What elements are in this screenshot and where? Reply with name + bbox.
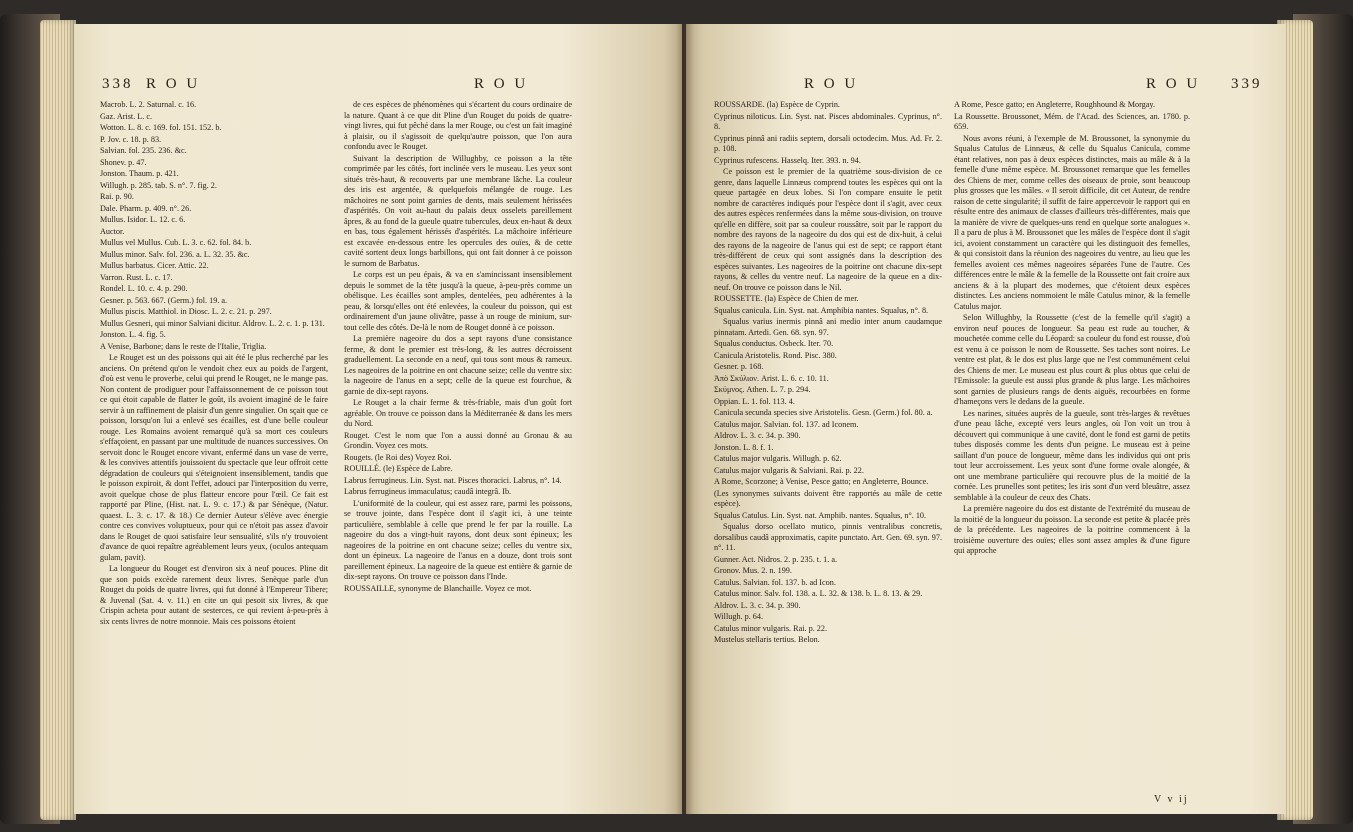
text-paragraph: de ces espèces de phénomènes qui s'écartent du cours ordinaire de la nature. Quant à ce que dit Pline d'un Rouget du poids de quatre-vingt livres, qui fut pêché dans la mer Rouge, ou c'est un fait imaginé à plaisir, ou il s'agissoit de quelqu'autre poisson, que l'on aura confondu avec le Rouget. (344, 100, 572, 151)
text-paragraph: Dale. Pharm. p. 409. n°. 26. (100, 203, 192, 213)
text-paragraph: Gunner. Act. Nidros. 2. p. 235. t. 1. a. (714, 554, 838, 564)
text-paragraph: Mustelus stellaris tertius. Belon. (714, 635, 820, 644)
signature-mark: V v ij (1154, 794, 1189, 805)
text-paragraph: Mullus barbatus. Cicer. Attic. 22. (100, 261, 209, 270)
text-paragraph: Jonston. L. 4. fig. 5. (100, 330, 166, 339)
text-paragraph: Willugh. p. 285. tab. S. n°. 7. fig. 2. (100, 180, 217, 190)
text-paragraph: A Rome, Pesce gatto; en Angleterre, Roughhound & Morgay. (954, 100, 1156, 109)
text-paragraph: Squalus varius inermis pinnâ ani medio inter anum caudamque pinnatam. Artedi. Gen. 68. syn. 97. (714, 317, 942, 337)
text-paragraph: Rougets. (le Roi des) Voyez Roi. (344, 452, 452, 462)
text-paragraph: Mullus vel Mullus. Cub. L. 3. c. 62. fol. 84. b. (100, 238, 252, 247)
text-paragraph: La Roussette. Broussonet, Mém. de l'Acad. des Sciences, an. 1780. p. 659. (954, 111, 1190, 131)
text-paragraph: Suivant la description de Willughby, ce poisson a la tête comprimée par les côtés, fort inclinée vers le museau. Les yeux sont situés très-haut, & recouverts par une membrane lâche. La couleur des iris est argentée, & quelquefois mélangée de rouge. Les mâchoires ne sont point garnies de dents, mais seulement hérissées d'aspérités. On voit au-haut du palais deux osselets pareillement âpres, & au fond de la gueule quatre tubercules, deux en-haut & deux en bas, tous également hérissés d'aspérités. La mâchoire inférieure est excavée en-dessous entre les opercules des ouïes, & de cette cavité sortent deux longs barbillons, qui ont fait donner à ce poisson le surnom de Barbatus. (344, 153, 572, 268)
text-paragraph: Squalus conductus. Osbeck. Iter. 70. (714, 339, 834, 348)
text-paragraph: Rouget. C'est le nom que l'on a aussi donné au Gronau & au Grondin. Voyez ces mots. (344, 430, 572, 450)
text-paragraph: (Les synonymes suivants doivent être rapportés au mâle de cette espèce). (714, 488, 942, 508)
text-paragraph: ROUSSETTE. (la) Espèce de Chien de mer. (714, 294, 859, 303)
left-running-head-left: R O U (146, 76, 201, 92)
text-paragraph: Catulus minor vulgaris. Rai. p. 22. (714, 623, 828, 633)
text-paragraph: Squalus dorso ocellato mutico, pinnis ventralibus concretis, dorsalibus caudâ approximatis, capite punctato. Art. Gen. 69. syn. 97. n°. 11. (714, 522, 942, 552)
text-paragraph: Gaz. Arist. L. c. (100, 111, 153, 121)
text-paragraph: Σκύμνος. Athen. L. 7. p. 294. (714, 385, 811, 394)
text-paragraph: Mullus minor. Salv. fol. 236. a. L. 32. 35. &c. (100, 249, 250, 259)
text-paragraph: Catulus major vulgaris. Willugh. p. 62. (714, 454, 842, 463)
text-paragraph: ROUSSARDE. (la) Espèce de Cyprin. (714, 100, 840, 109)
right-running-head-left: R O U (804, 76, 859, 92)
text-paragraph: A Rome, Scorzone; à Venise, Pesce gatto; en Angleterre, Bounce. (714, 477, 929, 486)
book-gutter (676, 24, 694, 814)
text-paragraph: Ἀπὸ Σκύλιον. Arist. L. 6. c. 10. 11. (714, 373, 829, 383)
text-paragraph: Labrus ferrugineus. Lin. Syst. nat. Pisces thoracici. Labrus, n°. 14. (344, 475, 562, 485)
text-paragraph: Catulus major. Salvian. fol. 137. ad Iconem. (714, 419, 859, 429)
text-paragraph: Le Rouget est un des poissons qui ait été le plus recherché par les anciens. On prétend qu'on le vendoit chez eux au poids de l'argent, d'où est venu le proverbe, celui qui prend le Rouget, ne le mange pas. Non content de prodiguer pour l'affaissonnement de ce poisson tout ce qui étoit capable de flatter le goût, ils avoient imaginé de le faire servir à un raffinement de plaisir d'un genre singulier. On sçait que ce poisson, lorsqu'on lui a enlevé ses écailles, est d'une belle couleur rouge. Les Romains avoient remarqué qu'à sa mort ces couleurs s'effaçoient, en passant par une multitude de nuances successives. On servoit donc le Rouget encore vivant, enfermé dans un vase de verre, & les convives attentifs jouissoient du spectacle que leur offroit cette dégradation de couleurs qui s'éteignoient insensiblement, tandis que le poisson expiroit, & dont l'effet, adouci par l'interposition du verre, avoit quelque chose de plus flatteur encore pour l'œil. Ce fait est rapporté par Pline, (Hist. nat. L. 9. c. 17.) & par Sénèque, (Natur. quaest. L. 3. c. 17. & 18.) Ce dernier Auteur s'élève avec énergie contre ces convives voluptueux, pour qui ce n'étoit pas assez d'avoir dans le Rouget de quoi satisfaire leur sensualité, s'ils n'y trouvoient d'avance de quoi repaître agréablement leurs yeux, (oculos antequam gulam, pavit). (100, 353, 328, 562)
text-paragraph: Rai. p. 90. (100, 192, 134, 201)
text-paragraph: La première nageoire du dos est distante de l'extrémité du museau de la moitié de la longueur du poisson. La seconde est petite & placée près de la précédente. Les nageoires de la poitrine commencent à la troisième ouverture des ouïes; elles sont assez amples & d'une figure qui approche (954, 504, 1190, 555)
text-paragraph: Gesner. p. 168. (714, 362, 764, 371)
text-paragraph: P. Jov. c. 18. p. 83. (100, 134, 162, 144)
text-paragraph: Varron. Rust. L. c. 17. (100, 272, 173, 282)
text-paragraph: Gronov. Mus. 2. n. 199. (714, 566, 792, 575)
text-paragraph: Les narines, situées auprès de la gueule, sont très-larges & revêtues d'une peau lâche, excepté vers leurs angles, où l'on voit un trou à découvert qui communique à une cavité, dont le fond est garni de petits tubes disposés comme les dents d'un peigne. Le museau est à peine saillant d'un pouce de longueur, même dans les individus qui ont pris tout leur accroissement. Les yeux sont d'une forme ovale alongée, & ont une membrane particulière qui recouvre plus de la moitié de la cornée. Les prunelles sont petites; les iris sont d'un verd bleuâtre, assez semblable à la couleur de ceux des Chats. (954, 408, 1190, 502)
text-paragraph: Jonston. Thaum. p. 421. (100, 169, 179, 178)
text-paragraph: Shonev. p. 47. (100, 157, 147, 167)
text-paragraph: La première nageoire du dos a sept rayons d'une consistance ferme, & dont le premier est très-long, & les autres décroissent graduellement. La seconde en a neuf, qui tous sont mous & rameux. Les nageoires de la poitrine en ont chacune seize; celle du ventre six: la nageoire de l'anus en a sept; celle de la queue est fourchue, & garnie de dix-sept rayons. (344, 334, 572, 396)
text-paragraph: Oppian. L. 1. fol. 113. 4. (714, 396, 795, 406)
text-paragraph: Le Rouget a la chair ferme & très-friable, mais d'un goût fort agréable. On trouve ce poisson dans la Méditerranée & dans les mers du Nord. (344, 398, 572, 428)
text-paragraph: Labrus ferrugineus immaculatus; caudâ integrâ. Ib. (344, 487, 512, 496)
text-paragraph: Auctor. (100, 226, 125, 236)
right-column-1 (714, 100, 942, 814)
text-paragraph: A Venise, Barbone; dans le reste de l'Italie, Triglia. (100, 341, 267, 351)
text-paragraph: Canicula secunda species sive Aristotelis. Gesn. (Germ.) fol. 80. a. (714, 408, 933, 417)
text-paragraph: Mullus Gesneri, qui minor Salviani dicitur. Aldrov. L. 2. c. 1. p. 131. (100, 318, 325, 328)
text-paragraph: Canicula Aristotelis. Rond. Pisc. 380. (714, 350, 837, 360)
text-paragraph: Selon Willughby, la Roussette (c'est de la femelle qu'il s'agit) a environ neuf pouces de longueur. Sa peau est rude au toucher, & mouchetée comme celle du Léopard: sa couleur du fond est rousse, d'où est venu à ce poisson le nom de Roussette. Ses taches sont noires. Le ventre est plat, & le dos est plus large que ne l'est communément celui des Chiens de mer. Le museau est plus court & plus obtus que celui de l'Emissole: la gueule est aussi plus grande & plus large. Les mâchoires sont garnies de plusieurs rangs de dents aiguës, recourbées en forme d'hameçons vers le dedans de la gueule. (954, 313, 1190, 406)
text-paragraph: Ce poisson est le premier de la quatrième sous-division de ce genre, dans laquelle Linnæus comprend toutes les espèces qui ont la queue partagée en deux lobes. Si l'on compare ensuite le petit nombre de caractères indiqués pour l'espèce dont il s'agit, avec ceux des autres espèces renfermées dans la même sous-division, on trouve qu'elle en diffère, soit par sa couleur roussâtre, soit par le rapport du nombre des rayons de la nageoire du dos qui est de dix-huit, à celui des rayons de la nageoire de l'anus qui est de sept; ce rapport étant très-différent de ceux qui sont assignés dans la description des espèces suivantes. Les nageoires de la poitrine ont chacune dix-sept rayons, & celles du ventre neuf. La nageoire de la queue en a dix-neuf. On trouve ce poisson dans le Nil. (714, 167, 942, 292)
text-paragraph: Nous avons réuni, à l'exemple de M. Broussonet, la synonymie du Squalus Catulus de Linnæus, & celle du Squalus Canicula, comme étant relatives, non pas à deux espèces distinctes, mais au mâle & à la femelle d'une même espèce. M. Broussonet remarque que les femelles des Chiens de mer, comme celles des oiseaux de proie, sont beaucoup plus grosses que les mâles. « Il seroit difficile, dit cet Auteur, de rendre raison de cette singularité; il suffit de faire appercevoir le rapport qui en résulte entre des animaux de classes d'ailleurs très-différentes, mais que la manière de vivre de quelques-uns rend en quelque sorte analogues ». Il a paru de plus à M. Broussonet que les mâles de l'espèce dont il s'agit ici, avoient constamment un caractère qui les distinguoit des femelles, & qui consistoit dans la réunion des nageoires du ventre, au lieu que les femelles avoient ces mêmes nageoires séparées l'une de l'autre. Ces différences entre le mâle & la femelle de la Roussette ont fait croire aux anciens & à la plupart des modernes, que c'étoient deux espèces distinctes. Les anciens nommoient le mâle Catulus minor, & la femelle Catulus major. (954, 133, 1190, 311)
text-paragraph: Aldrov. L. 3. c. 34. p. 390. (714, 431, 801, 440)
text-paragraph: L'uniformité de la couleur, qui est assez rare, parmi les poissons, se trouve jointe, dans l'espèce dont il s'agit ici, à une teinte particulière, semblable à celle que prend le fer par la rouille. La nageoire du dos a vingt-huit rayons, dont deux sont épineux; les nageoires de la poitrine en ont chacune seize; celles du ventre six, dont un épineux. La nageoire de l'anus en a douze, dont trois sont pareillement épineux. La nageoire de la queue est entière & garnie de dix-sept rayons. On trouve ce poisson dans l'Inde. (344, 498, 572, 581)
text-paragraph: Macrob. L. 2. Saturnal. c. 16. (100, 100, 197, 109)
right-running-head-right: R O U (1146, 76, 1201, 92)
text-paragraph: Cyprinus niloticus. Lin. Syst. nat. Pisces abdominales. Cyprinus, n°. 8. (714, 111, 942, 131)
text-paragraph: Catulus major vulgaris & Salviani. Rai. p. 22. (714, 465, 864, 475)
text-paragraph: Willugh. p. 64. (714, 612, 764, 621)
text-paragraph: Squalus Catulus. Lin. Syst. nat. Amphib. nantes. Squalus, n°. 10. (714, 510, 927, 520)
text-paragraph: ROUILLÉ. (le) Espèce de Labre. (344, 464, 453, 473)
text-paragraph: ROUSSAILLE, synonyme de Blanchaille. Voyez ce mot. (344, 583, 532, 593)
left-page-number: 338 (102, 76, 134, 92)
right-page-number: 339 (1231, 76, 1263, 92)
text-paragraph: Cyprinus pinnâ ani radiis septem, dorsali octodecim. Mus. Ad. Fr. 2. p. 108. (714, 133, 942, 153)
text-paragraph: Catulus minor. Salv. fol. 138. a. L. 32. & 138. b. L. 8. 13. & 29. (714, 589, 923, 598)
text-paragraph: La longueur du Rouget est d'environ six à neuf pouces. Pline dit que son poids excède rarement deux livres. Senèque parle d'un Rouget du poids de quatre livres, qui fut donné à l'Empereur Tibere; & Juvenal (Sat. 4. v. 11.) en cite un qui pesoit six livres, & que Crispin acheta pour autant de sesterces, ce qui revient à-peu-près à six cents livres de notre monnoie. Mais ces poissons étoient (100, 564, 328, 626)
text-paragraph: Rondel. L. 10. c. 4. p. 290. (100, 284, 188, 293)
text-paragraph: Salvian. fol. 235. 236. &c. (100, 146, 187, 155)
text-paragraph: Jonston. L. 8. f. 1. (714, 442, 774, 452)
left-column-1 (100, 100, 328, 814)
right-column-2 (954, 100, 1190, 814)
text-paragraph: Wotton. L. 8. c. 169. fol. 151. 152. b. (100, 123, 222, 132)
page-edges-left (40, 20, 76, 820)
text-paragraph: Aldrov. L. 3. c. 34. p. 390. (714, 600, 801, 610)
left-column-2 (344, 100, 572, 814)
text-paragraph: Cyprinus rufescens. Hasselq. Iter. 393. n. 94. (714, 155, 861, 165)
text-paragraph: Gesner. p. 563. 667. (Germ.) fol. 19. a. (100, 295, 228, 305)
text-paragraph: Mullus. Isidor. L. 12. c. 6. (100, 215, 186, 224)
text-paragraph: Squalus canicula. Lin. Syst. nat. Amphibia nantes. Squalus, n°. 8. (714, 305, 929, 315)
text-paragraph: Le corps est un peu épais, & va en s'amincissant insensiblement depuis le sommet de la tête jusqu'à la queue, à-peu-près comme un obélisque. Les écailles sont amples, dentelées, peu adhérentes à la peau, & lorsqu'elles ont été enlevées, la couleur du poisson, qui est ordinairement d'un jaune olivâtre, passe à un rouge de minium, sur-tout celle des côtés. De-là le nom de Rouget donné à ce poisson. (344, 270, 572, 332)
text-paragraph: Mullus piscis. Matthiol. in Diosc. L. 2. c. 21. p. 297. (100, 307, 272, 316)
left-running-head-right: R O U (474, 76, 529, 92)
text-paragraph: Catulus. Salvian. fol. 137. b. ad Icon. (714, 577, 836, 587)
left-page (74, 24, 682, 814)
right-page (686, 24, 1286, 814)
